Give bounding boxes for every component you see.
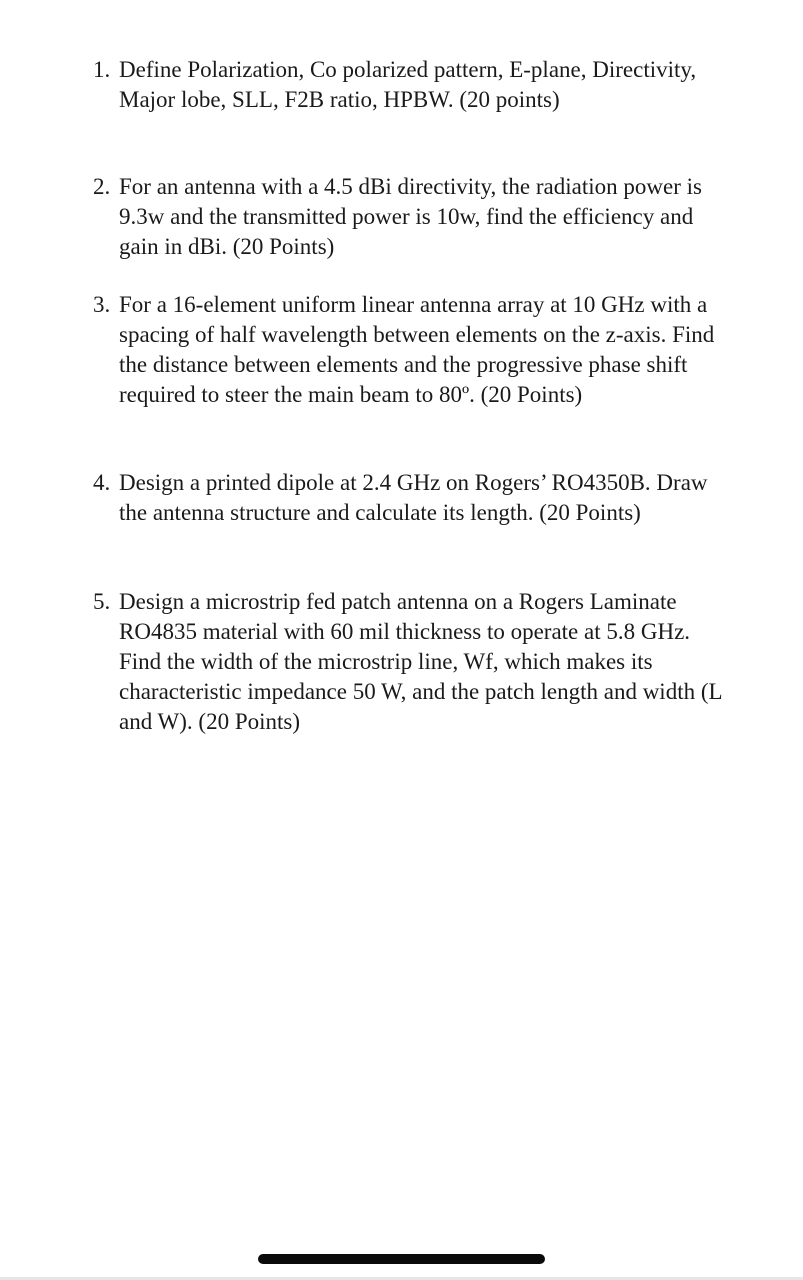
question-text: Design a microstrip fed patch antenna on a Rogers Laminate RO4835 material with 60 mil thickness to operate at 5.8 GHz. Find the width of the microstrip line, Wf, which makes its characteristic impedance 50 W, and the patch length and width (L and W). (20 Points) bbox=[119, 589, 722, 734]
question-item bbox=[93, 172, 733, 262]
question-number: 4. bbox=[93, 470, 111, 495]
question-number: 2. bbox=[93, 174, 111, 199]
question-number: 5. bbox=[93, 589, 111, 614]
question-item bbox=[93, 468, 733, 528]
question-item bbox=[93, 290, 733, 410]
question-item bbox=[93, 587, 733, 737]
question-text: Design a printed dipole at 2.4 GHz on Rogers’ RO4350B. Draw the antenna structure and calculate its length. (20 Points) bbox=[119, 470, 708, 525]
question-number: 3. bbox=[93, 292, 111, 317]
question-text: Define Polarization, Co polarized pattern, E-plane, Directivity, Major lobe, SLL, F2B ratio, HPBW. (20 points) bbox=[119, 57, 697, 112]
question-number: 1. bbox=[93, 57, 111, 82]
question-text: For an antenna with a 4.5 dBi directivity, the radiation power is 9.3w and the transmitted power is 10w, find the efficiency and gain in dBi. (20 Points) bbox=[119, 174, 702, 259]
question-item bbox=[93, 55, 733, 115]
question-text: For a 16-element uniform linear antenna array at 10 GHz with a spacing of half wavelength between elements on the z-axis. Find the distance between elements and the progressive phase shift required to steer the main beam to 80º. (20 Points) bbox=[119, 292, 715, 407]
home-indicator[interactable] bbox=[258, 1254, 545, 1264]
